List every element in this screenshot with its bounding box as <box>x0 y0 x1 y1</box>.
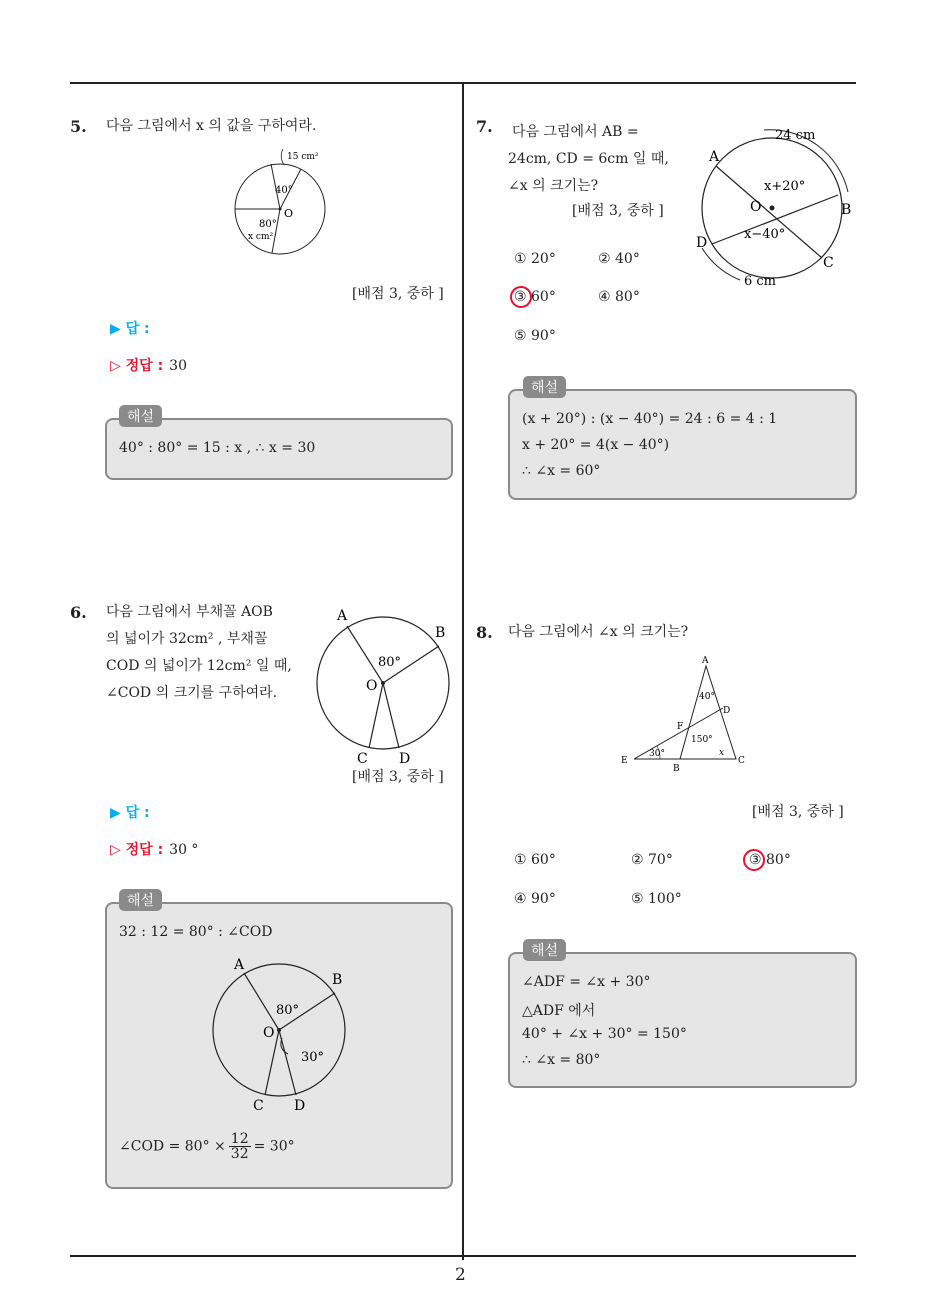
q8-solution-box <box>508 952 857 1088</box>
q6-solution-box <box>105 902 453 1189</box>
q8-fig-angle-F: 150° <box>691 735 713 745</box>
q7-solution-box <box>508 389 857 500</box>
q7-fig-C: C <box>823 255 834 271</box>
q8-choice-1[interactable]: ① 60° <box>514 852 556 868</box>
q6-answer-label: ▶ 답 : <box>110 805 150 821</box>
q7-text-line-3: ∠x 의 크기는? <box>508 178 599 194</box>
q6-sol-frac-den: 32 <box>230 1146 249 1162</box>
q7-fig-angle-bottom: x−40° <box>744 227 786 242</box>
q8-figure <box>612 652 762 774</box>
page-number: 2 <box>455 1265 466 1285</box>
q5-number: 5. <box>70 117 87 136</box>
q7-solution-tab: 해설 <box>523 376 566 398</box>
q5-text: 다음 그림에서 x 의 값을 구하여라. <box>106 118 317 134</box>
q6-sol-fig-angle: 80° <box>276 1003 300 1018</box>
q6-text <box>106 599 316 707</box>
q6-sol-fig-angle2: 30° <box>301 1050 325 1065</box>
q8-fig-A: A <box>702 656 709 666</box>
q5-meta: [배점 3, 중하 ] <box>352 286 444 302</box>
q7-text <box>508 119 680 200</box>
q7-fig-arc-bottom: 6 cm <box>744 274 777 289</box>
q6-sol-fig-B: B <box>332 972 343 988</box>
q8-sol-line-4: ∴ ∠x = 80° <box>522 1052 601 1068</box>
q6-fig-C: C <box>357 751 368 767</box>
q6-sol-fraction <box>229 1132 251 1161</box>
q8-sol-line-1: ∠ADF = ∠x + 30° <box>522 974 651 990</box>
q8-meta: [배점 3, 중하 ] <box>752 804 844 820</box>
q8-text: 다음 그림에서 ∠x 의 크기는? <box>508 624 689 640</box>
q7-sol-line-2: x + 20° = 4(x − 40°) <box>522 437 670 453</box>
q5-answer-label: ▶ 답 : <box>110 321 150 337</box>
q8-choice-3[interactable]: ③ 80° <box>749 852 791 868</box>
q7-choice-1[interactable]: ① 20° <box>514 251 556 267</box>
q8-sol-line-3: 40° + ∠x + 30° = 150° <box>522 1026 687 1042</box>
q6-sol-line-last <box>119 1132 295 1161</box>
q7-figure <box>690 122 865 294</box>
q7-sol-line-3: ∴ ∠x = 60° <box>522 463 601 479</box>
q6-number: 6. <box>70 603 87 622</box>
q8-fig-angle-E: 30° <box>649 749 665 759</box>
q6-sol-fig-A: A <box>234 957 245 973</box>
q6-sol-frac-num: 12 <box>230 1131 249 1147</box>
q5-fig-area-bottom: x cm² <box>248 232 274 242</box>
q6-text-line-2: 의 넓이가 32cm² , 부채꼴 <box>106 631 268 647</box>
q7-number: 7. <box>476 117 493 136</box>
q7-fig-arc-top: 24 cm <box>775 128 816 143</box>
q8-choice-2[interactable]: ② 70° <box>631 852 673 868</box>
q7-choice-5[interactable]: ⑤ 90° <box>514 328 556 344</box>
q7-fig-B: B <box>841 202 852 218</box>
q7-selected-mark <box>510 286 532 308</box>
q7-fig-O: O <box>750 199 762 215</box>
q7-text-line-2: 24cm, CD = 6cm 일 때, <box>508 151 669 167</box>
q7-text-line-1: 다음 그림에서 AB = <box>512 124 639 140</box>
q6-fig-O: O <box>366 678 378 694</box>
q7-choice-4[interactable]: ④ 80° <box>598 289 640 305</box>
q8-fig-C: C <box>738 756 745 766</box>
q8-number: 8. <box>476 623 493 642</box>
q6-text-line-3: COD 의 넓이가 12cm² 일 때, <box>106 658 292 674</box>
q6-text-line-1: 다음 그림에서 부채꼴 AOB <box>106 604 273 620</box>
q6-sol-fig-D: D <box>294 1098 306 1114</box>
q5-figure <box>225 147 335 262</box>
q5-correct-value: 30 <box>169 358 187 374</box>
q6-text-line-4: ∠COD 의 크기를 구하여라. <box>106 685 278 701</box>
q7-fig-A: A <box>709 149 720 165</box>
q6-correct-value: 30 ° <box>169 842 199 858</box>
q8-fig-E: E <box>621 756 628 766</box>
q5-correct-label: ▷ 정답 : <box>110 358 164 374</box>
q5-fig-center: O <box>284 207 294 220</box>
q5-correct <box>110 355 187 375</box>
q5-fig-area-top: 15 cm² <box>287 152 319 162</box>
q7-meta: [배점 3, 중하 ] <box>572 203 664 219</box>
column-divider <box>462 82 464 1260</box>
q6-sol-figure <box>204 954 354 1119</box>
q8-choice-4[interactable]: ④ 90° <box>514 891 556 907</box>
q7-fig-D: D <box>696 235 708 251</box>
q8-fig-F: F <box>677 722 684 732</box>
q6-sol-line-1: 32 : 12 = 80° : ∠COD <box>119 924 273 940</box>
q6-figure <box>305 603 455 768</box>
q6-sol-fig-O: O <box>263 1025 275 1041</box>
q6-fig-A: A <box>337 608 348 624</box>
q8-fig-B: B <box>673 764 680 774</box>
q8-solution-tab: 해설 <box>523 939 566 961</box>
q6-correct <box>110 839 198 859</box>
q8-fig-D: D <box>723 706 731 716</box>
q8-sol-line-2: △ADF 에서 <box>522 1003 596 1019</box>
q8-fig-angle-x: x <box>719 748 725 758</box>
q7-sol-line-1: (x + 20°) : (x − 40°) = 24 : 6 = 4 : 1 <box>522 411 778 427</box>
q5-solution-tab: 해설 <box>119 405 162 427</box>
q6-fig-D: D <box>399 751 411 767</box>
q7-choice-3[interactable]: ③ 60° <box>514 289 556 305</box>
q5-fig-angle-top: 40° <box>275 185 293 196</box>
q6-correct-label: ▷ 정답 : <box>110 842 164 858</box>
q6-solution-tab: 해설 <box>119 889 162 911</box>
q6-sol-last-prefix: ∠COD = 80° × <box>119 1138 226 1155</box>
q5-sol-line: 40° : 80° = 15 : x , ∴ x = 30 <box>119 440 316 456</box>
q6-fig-angle: 80° <box>378 655 402 670</box>
q7-fig-angle-top: x+20° <box>764 179 806 194</box>
q5-fig-angle-bottom: 80° <box>259 219 277 230</box>
q8-choice-5[interactable]: ⑤ 100° <box>631 891 682 907</box>
q7-choice-2[interactable]: ② 40° <box>598 251 640 267</box>
q6-sol-fig-C: C <box>253 1098 264 1114</box>
q5-solution-box <box>105 418 453 480</box>
q8-fig-angle-A: 40° <box>699 692 715 702</box>
q6-meta: [배점 3, 중하 ] <box>352 769 444 785</box>
q6-sol-last-suffix: = 30° <box>253 1138 295 1155</box>
q8-selected-mark <box>743 849 765 871</box>
q6-fig-B: B <box>435 625 446 641</box>
